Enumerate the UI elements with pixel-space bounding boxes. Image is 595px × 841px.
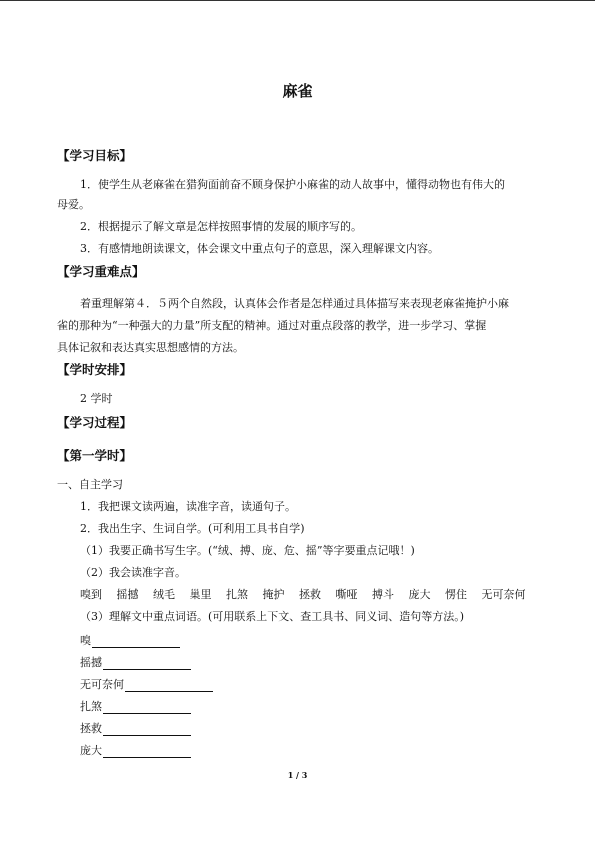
blank-row — [80, 720, 191, 736]
section-self-study: 一、自主学习 — [57, 478, 123, 491]
word-item: 绒毛 — [153, 588, 175, 601]
blank-word: 扎煞 — [80, 700, 102, 713]
answer-line[interactable] — [92, 635, 180, 648]
key-line1: 着重理解第４．５两个自然段，认真体会作者是怎样通过具体描写来表现老麻雀掩护小麻 — [80, 297, 509, 310]
word-item: 拯救 — [299, 588, 321, 601]
heading-process: 【学习过程】 — [57, 415, 133, 430]
blank-row — [80, 676, 213, 692]
answer-line[interactable] — [125, 679, 213, 692]
blank-row — [80, 742, 191, 758]
word-item: 庞大 — [408, 588, 431, 601]
step-2-1: （1）我要正确书写生字。(“绒、搏、庞、危、摇”等字要重点记哦！) — [80, 544, 415, 557]
answer-line[interactable] — [103, 701, 191, 714]
answer-line[interactable] — [103, 745, 191, 758]
goal-2: 2．根据提示了解文章是怎样按照事情的发展的顺序写的。 — [80, 220, 362, 233]
word-item: 扎煞 — [226, 588, 248, 601]
step-1: 1．我把课文读两遍，读准字音，读通句子。 — [80, 500, 296, 513]
word-list — [80, 586, 537, 602]
blank-word: 摇撼 — [80, 656, 102, 669]
word-item: 掩护 — [262, 588, 285, 601]
blank-row — [80, 654, 191, 670]
goal-1-line1: 1．使学生从老麻雀在猎狗面前奋不顾身保护小麻雀的动人故事中，懂得动物也有伟大的 — [80, 178, 505, 191]
key-line2: 雀的那种为“一种强大的力量”所支配的精神。通过对重点段落的教学，进一步学习、掌握 — [57, 319, 487, 332]
blank-word: 无可奈何 — [80, 678, 124, 691]
word-item: 搏斗 — [372, 588, 394, 601]
heading-time: 【学时安排】 — [57, 362, 133, 377]
blank-word: 嗅 — [80, 634, 91, 647]
word-item: 嗅到 — [80, 588, 102, 601]
blank-row — [80, 698, 191, 714]
word-item: 巢里 — [189, 588, 212, 601]
page-number: 1 / 3 — [287, 770, 308, 780]
answer-line[interactable] — [103, 723, 191, 736]
heading-goals: 【学习目标】 — [57, 148, 133, 163]
step-2-2: （2）我会读准字音。 — [80, 566, 186, 579]
document-title: 麻雀 — [282, 82, 313, 100]
word-item: 摇撼 — [116, 588, 139, 601]
time-value: 2 学时 — [80, 392, 113, 405]
step-2: 2．我出生字、生词自学。(可利用工具书自学) — [80, 522, 305, 535]
step-2-3: （3）理解文中重点词语。(可用联系上下文、查工具书、同义词、造句等方法。) — [80, 610, 465, 623]
heading-key-points: 【学习重难点】 — [57, 264, 145, 279]
answer-line[interactable] — [103, 657, 191, 670]
word-item: 无可奈何 — [481, 588, 526, 601]
page-top-border — [0, 0, 595, 1]
goal-3: 3．有感情地朗读课文，体会课文中重点句子的意思，深入理解课文内容。 — [80, 242, 439, 255]
goal-1-line2: 母爱。 — [57, 198, 90, 211]
blank-word: 拯救 — [80, 722, 102, 735]
key-line3: 具体记叙和表达真实思想感情的方法。 — [57, 341, 244, 354]
blank-row — [80, 632, 180, 648]
blank-word: 庞大 — [80, 744, 102, 757]
word-item: 愣住 — [445, 588, 467, 601]
word-item: 嘶哑 — [335, 588, 358, 601]
heading-first-period: 【第一学时】 — [57, 448, 133, 463]
